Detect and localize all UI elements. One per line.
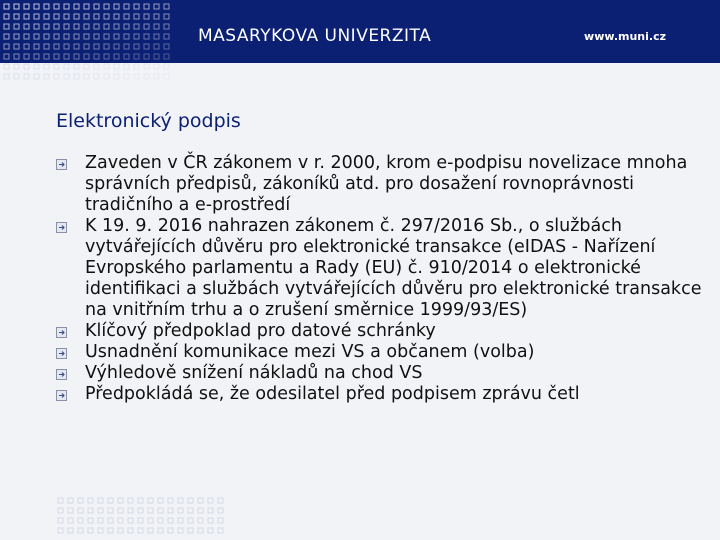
bullet-text: Zaveden v ČR zákonem v r. 2000, krom e-podpisu novelizace mnoha správních předpisů, zákoníků atd. pro dosažení rovnoprávnosti tradičního a e-prostředí	[85, 153, 688, 215]
bullet-item	[56, 321, 706, 342]
bullet-text: K 19. 9. 2016 nahrazen zákonem č. 297/2016 Sb., o službách vytvářejících důvěru pro elektronické transakce (eIDAS - Nařízení Evropského parlamentu a Rady (EU) č. 910/2014 o elektronické identifikaci a službách vytvářejících důvěru pro elektronické transakce na vnitřním trhu a o zrušení směrnice 1999/93/ES)	[85, 216, 702, 320]
university-url: www.muni.cz	[584, 30, 666, 43]
arrow-box-icon	[56, 390, 67, 401]
header-bar	[0, 0, 720, 63]
bullet-item	[56, 153, 706, 216]
arrow-box-icon	[56, 222, 67, 233]
bullet-item	[56, 363, 706, 384]
bullet-list	[56, 153, 706, 405]
arrow-box-icon	[56, 369, 67, 380]
bullet-item	[56, 384, 706, 405]
arrow-box-icon	[56, 327, 67, 338]
bullet-item	[56, 216, 706, 321]
bullet-text: Klíčový předpoklad pro datové schránky	[85, 321, 436, 341]
dot-pattern-logo	[0, 0, 172, 80]
university-name: MASARYKOVA UNIVERZITA	[198, 26, 432, 46]
bullet-text: Předpokládá se, že odesilatel před podpisem zprávu četl	[85, 384, 580, 404]
bullet-text: Usnadnění komunikace mezi VS a občanem (volba)	[85, 342, 535, 362]
slide-title: Elektronický podpis	[56, 110, 241, 132]
bullet-item	[56, 342, 706, 363]
bullet-text: Výhledově snížení nákladů na chod VS	[85, 363, 423, 383]
arrow-box-icon	[56, 159, 67, 170]
arrow-box-icon	[56, 348, 67, 359]
footer-dot-pattern	[56, 496, 228, 540]
